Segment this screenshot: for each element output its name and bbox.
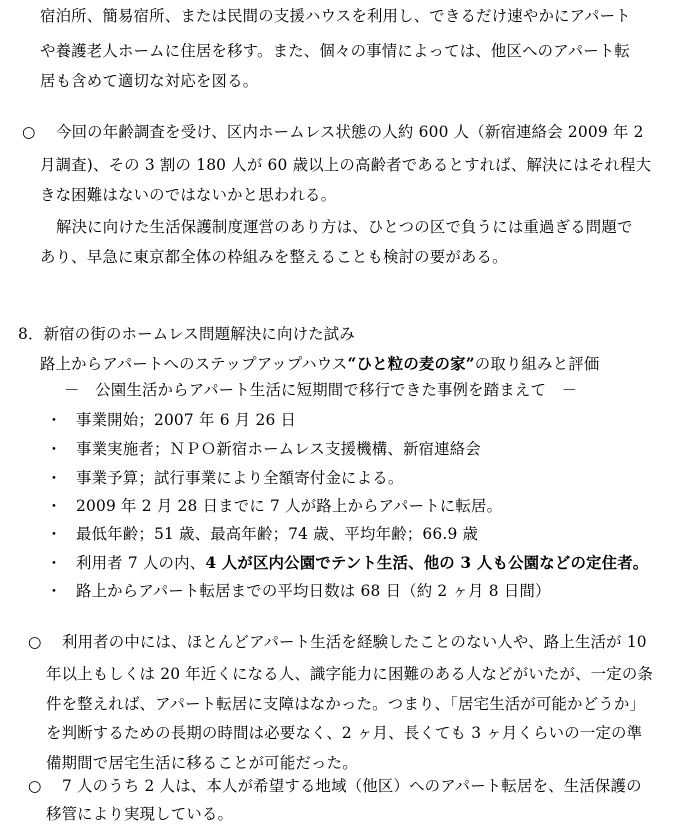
para3-line: 7 人のうち 2 人は、本人が希望する地域（他区）へのアパート転居を、生活保護の bbox=[62, 777, 642, 795]
intro-line: 宿泊所、簡易宿所、または民間の支援ハウスを利用し、できるだけ速やかにアパート bbox=[40, 7, 631, 25]
section-dash-line: － 公園生活からアパート生活に短期間で移行できた事例を踏まえて － bbox=[64, 381, 578, 399]
para2-line: を判断するための長期の時間は必要なく、2 ヶ月、長くても 3 ヶ月くらいの一定の準 bbox=[46, 724, 643, 742]
para1-line: 月調査)、その 3 割の 180 人が 60 歳以上の高齢者であるとすれば、解決にはそれ程大 bbox=[40, 156, 652, 174]
bullet-text: 路上からアパート転居までの平均日数は 68 日（約 2 ヶ月 8 日間） bbox=[76, 582, 551, 600]
subtitle-text: 路上からアパートへのステップアップハウス bbox=[40, 355, 348, 373]
subtitle-text: の取り組みと評価 bbox=[474, 355, 600, 373]
section-subtitle bbox=[40, 350, 600, 378]
para2-line: 年以上もしくは 20 年近くになる人、識字能力に困難のある人などがいたが、一定の条 bbox=[46, 665, 654, 683]
circle-marker: ○ bbox=[28, 777, 42, 795]
bullet-marker: ・ bbox=[46, 525, 62, 543]
subtitle-bold-name: “ひと粒の麦の家” bbox=[347, 355, 475, 373]
para3-line: 移管により実現している。 bbox=[46, 805, 234, 823]
bullet-marker: ・ bbox=[46, 469, 62, 487]
circle-marker: ○ bbox=[28, 633, 42, 651]
bullet-text-bold: 4 人が区内公園でテント生活、他の 3 人も公園などの定住者。 bbox=[205, 554, 649, 572]
bullet-text-part: 利用者 7 人の内、 bbox=[76, 554, 206, 572]
bullet-text: 事業開始；2007 年 6 月 26 日 bbox=[76, 411, 297, 429]
bullet-text: 事業予算；試行事業により全額寄付金による。 bbox=[76, 469, 404, 487]
para1-line: 今回の年齢調査を受け、区内ホームレス状態の人約 600 人（新宿連絡会 2009 年 2 bbox=[56, 123, 644, 141]
bullet-marker: ・ bbox=[46, 440, 62, 458]
section-heading: 8．新宿の街のホームレス問題解決に向けた試み bbox=[18, 325, 355, 343]
intro-line: や養護老人ホームに住居を移す。また、個々の事情によっては、他区へのアパート転 bbox=[40, 42, 630, 60]
bullet-text: 事業実施者；ＮＰＯ新宿ホームレス支援機構、新宿連絡会 bbox=[76, 440, 481, 458]
bullet-text: 2009 年 2 月 28 日までに 7 人が路上からアパートに転居。 bbox=[76, 497, 503, 515]
bullet-marker: ・ bbox=[46, 582, 62, 600]
bullet-marker: ・ bbox=[46, 554, 62, 572]
bullet-marker: ・ bbox=[46, 411, 62, 429]
bullet-text: 最低年齢；51 歳、最高年齢；74 歳、平均年齢；66.9 歳 bbox=[76, 525, 479, 543]
para2-line: 件を整えれば、アパート転居に支障はなかった。つまり、「居宅生活が可能かどうか」 bbox=[46, 695, 646, 713]
bullet-text bbox=[76, 549, 648, 577]
para1-sub-line: 解決に向けた生活保護制度運営のあり方は、ひとつの区で負うには重過ぎる問題で bbox=[56, 218, 633, 236]
bullet-marker: ・ bbox=[46, 497, 62, 515]
para2-line: 備期間で居宅生活に移ることが可能だった。 bbox=[46, 754, 358, 772]
para1-line: きな困難はないのではないかと思われる。 bbox=[40, 186, 337, 204]
para1-sub-line: あり、早急に東京都全体の枠組みを整えることも検討の要がある。 bbox=[40, 248, 508, 266]
intro-line: 居も含めて適切な対応を図る。 bbox=[40, 72, 259, 90]
circle-marker: ○ bbox=[22, 123, 36, 141]
para2-line: 利用者の中には、ほとんどアパート生活を経験したことのない人や、路上生活が 10 bbox=[62, 633, 647, 651]
